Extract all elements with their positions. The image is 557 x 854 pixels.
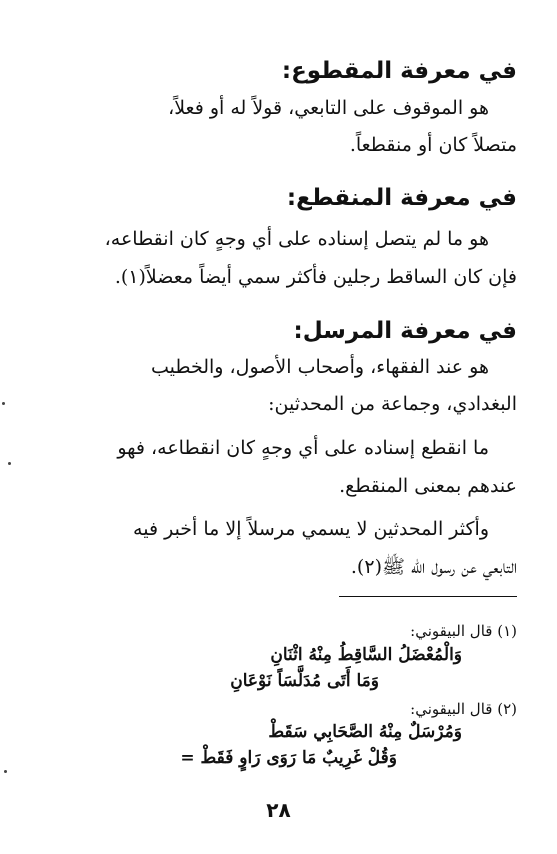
section-heading-munqati: في معرفة المنقطع: [286, 185, 517, 211]
paragraph-line: ما انقطع إسناده على أي وجهٍ كان انقطاعه، فهو [117, 437, 489, 459]
verse-line: وَالْمُعْضَلُ السَّاقِطُ مِنْهُ اثْنَانِ [270, 645, 462, 665]
footnote-2 [410, 700, 517, 718]
scan-speck [8, 462, 11, 465]
footnote-intro: قال البيقوني: [410, 622, 493, 640]
section-heading-maqtu: في معرفة المقطوع: [281, 58, 517, 84]
verse-line: وَمَا أَتَى مُدَلَّسَاً نَوْعَانِ [230, 671, 379, 691]
scan-speck [2, 402, 5, 405]
page-number: ٢٨ [266, 798, 291, 822]
paragraph-line: هو الموقوف على التابعي، قولاً له أو فعلاً، [168, 97, 489, 119]
footnote-intro: قال البيقوني: [410, 700, 493, 718]
paragraph-line: وأكثر المحدثين لا يسمي مرسلاً إلا ما أخبر فيه [133, 518, 489, 540]
paragraph-line: البغدادي، وجماعة من المحدثين: [268, 393, 517, 415]
paragraph-line: فإن كان الساقط رجلين فأكثر سمي أيضاً معضلاً(١). [114, 266, 517, 288]
verse-line: وَمُرْسَلٌ مِنْهُ الصَّحَابِي سَقَطْ [268, 722, 462, 742]
section-heading-mursal: في معرفة المرسل: [293, 318, 517, 344]
footnote-1 [410, 622, 517, 640]
verse-line: وَقُلْ غَرِيبٌ مَا رَوَى رَاوٍ فَقَطْ = [180, 748, 397, 768]
paragraph-line: هو عند الفقهاء، وأصحاب الأصول، والخطيب [151, 356, 489, 378]
footnote-marker: (٢) [497, 700, 517, 718]
paragraph-line: عندهم بمعنى المنقطع. [339, 475, 517, 497]
paragraph-line: التابعي عن رسول الله ﷺ(٢). [350, 556, 517, 578]
footnote-separator [339, 596, 517, 597]
paragraph-line: متصلاً كان أو منقطعاً. [349, 134, 517, 156]
paragraph-line: هو ما لم يتصل إسناده على أي وجهٍ كان انقطاعه، [104, 228, 489, 250]
scan-speck [4, 770, 7, 773]
footnote-marker: (١) [497, 622, 517, 640]
